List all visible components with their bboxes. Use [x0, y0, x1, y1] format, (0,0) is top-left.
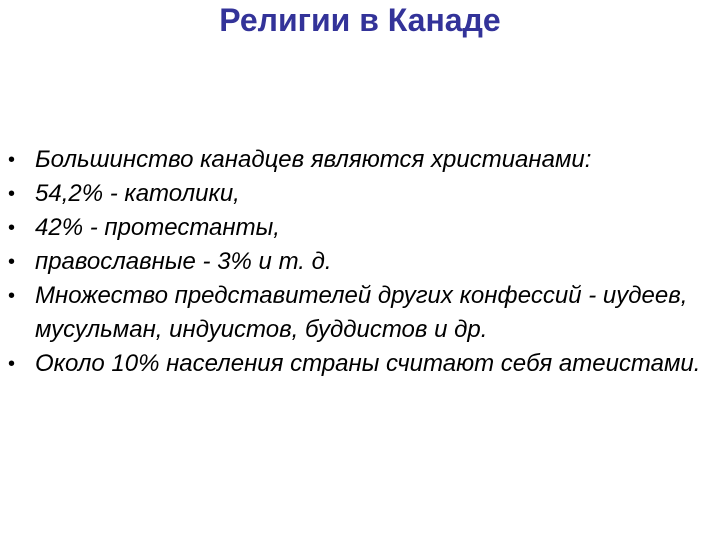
- bullet-text: Большинство канадцев являются христианами:: [35, 146, 592, 173]
- bullet-text: православные - 3% и т. д.: [35, 248, 332, 275]
- bullet-item: [0, 143, 720, 177]
- bullet-dot-icon: •: [8, 251, 16, 273]
- bullet-item: [0, 245, 720, 279]
- bullet-dot-icon: •: [8, 149, 16, 171]
- bullet-text: 54,2% - католики,: [35, 180, 240, 207]
- bullet-text: Около 10% населения страны считают себя атеистами.: [35, 350, 701, 377]
- bullet-item: [0, 347, 720, 381]
- bullet-item: [0, 211, 720, 245]
- bullet-dot-icon: •: [8, 353, 16, 375]
- bullet-list: [0, 143, 720, 381]
- bullet-item: [0, 177, 720, 211]
- bullet-dot-icon: •: [8, 285, 16, 307]
- slide-title: Религии в Канаде: [219, 2, 501, 38]
- bullet-text: 42% - протестанты,: [35, 214, 280, 241]
- bullet-text: Множество представителей других конфессий - иудеев, мусульман, индуистов, буддистов и др.: [35, 282, 688, 343]
- bullet-dot-icon: •: [8, 217, 16, 239]
- bullet-item: [0, 279, 720, 347]
- bullet-dot-icon: •: [8, 183, 16, 205]
